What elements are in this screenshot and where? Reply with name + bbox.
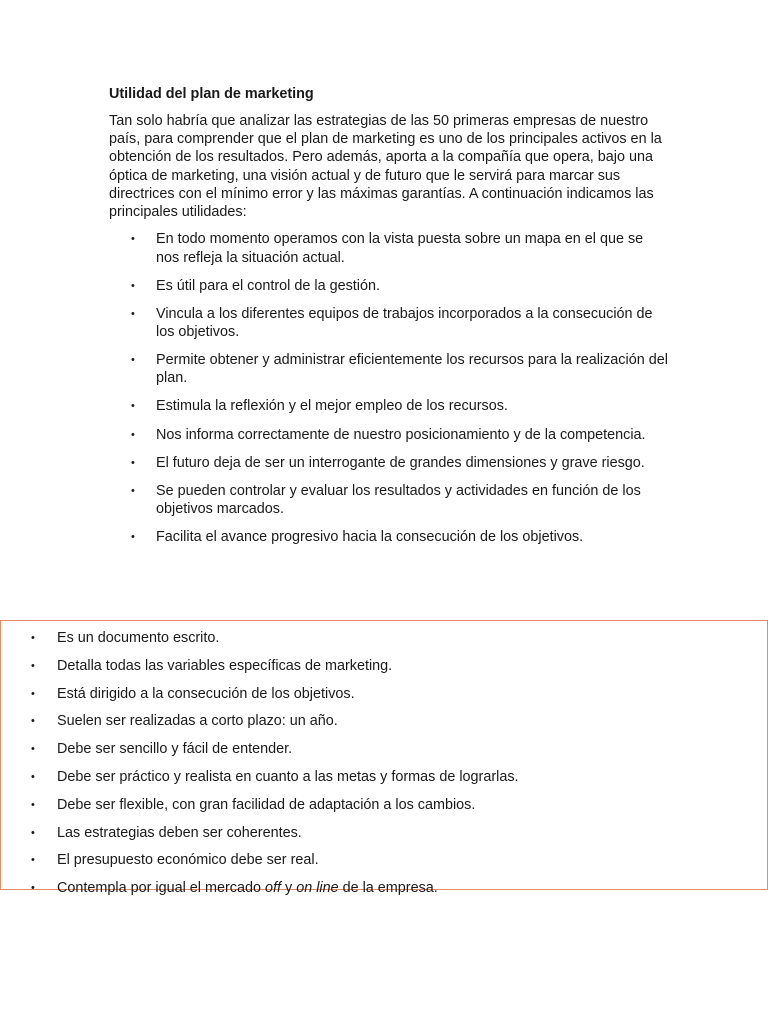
utility-item-text: Estimula la reflexión y el mejor empleo de los recursos. bbox=[156, 398, 508, 415]
intro-paragraph: Tan solo habría que analizar las estrategias de las 50 primeras empresas de nuestro país, para comprender que el plan de marketing es uno de los principales activos en la obtención de los resultados. Pero además, aporta a la compañía que opera, bajo una óptica de marketing, una visión actual y de futuro que le servirá para marcar sus directrices con el mínimo error y las máximas garantías. A continuación indicamos las principales utilidades: bbox=[109, 113, 662, 221]
utility-item bbox=[109, 305, 669, 342]
bullet-icon: • bbox=[131, 456, 135, 469]
characteristic-last-suffix: de la empresa. bbox=[338, 880, 438, 897]
bullet-icon: • bbox=[31, 770, 35, 783]
characteristic-last-prefix: Contempla por igual el mercado bbox=[57, 880, 265, 897]
characteristic-item bbox=[1, 879, 767, 897]
utility-item bbox=[109, 351, 669, 388]
characteristic-item-text: Detalla todas las variables específicas de marketing. bbox=[57, 657, 393, 674]
utility-item bbox=[109, 426, 669, 444]
bullet-icon: • bbox=[31, 798, 35, 811]
utilities-list bbox=[109, 230, 669, 546]
bullet-icon: • bbox=[131, 307, 135, 320]
utility-item bbox=[109, 397, 669, 415]
utility-item-text: En todo momento operamos con la vista puesta sobre un mapa en el que se nos refleja la situación actual. bbox=[156, 231, 644, 266]
characteristics-box bbox=[0, 620, 768, 897]
utility-item-text: Permite obtener y administrar eficientemente los recursos para la realización del plan. bbox=[156, 352, 668, 387]
bullet-icon: • bbox=[31, 854, 35, 867]
marketing-utility-section bbox=[109, 84, 669, 556]
characteristic-last-italic2: on line bbox=[296, 880, 339, 897]
utility-item bbox=[109, 454, 669, 472]
characteristic-item bbox=[1, 796, 767, 814]
characteristic-item-text: Debe ser flexible, con gran facilidad de adaptación a los cambios. bbox=[57, 796, 476, 813]
utility-item bbox=[109, 528, 669, 546]
characteristic-item bbox=[1, 712, 767, 730]
characteristic-last-mid: y bbox=[280, 880, 297, 897]
bullet-icon: • bbox=[31, 826, 35, 839]
bullet-icon: • bbox=[31, 659, 35, 672]
bullet-icon: • bbox=[131, 484, 135, 497]
utility-item-text: Se pueden controlar y evaluar los resultados y actividades en función de los objetivos marcados. bbox=[156, 482, 641, 518]
utility-item bbox=[109, 230, 669, 267]
characteristic-item-text: Debe ser sencillo y fácil de entender. bbox=[57, 741, 293, 758]
bullet-icon: • bbox=[31, 715, 35, 728]
characteristic-item bbox=[1, 685, 767, 703]
bullet-icon: • bbox=[31, 882, 35, 895]
bullet-icon: • bbox=[31, 743, 35, 756]
utility-item-text: Es útil para el control de la gestión. bbox=[156, 277, 380, 294]
characteristic-item bbox=[1, 824, 767, 842]
characteristic-item bbox=[1, 851, 767, 869]
bullet-icon: • bbox=[131, 531, 135, 544]
bullet-icon: • bbox=[131, 279, 135, 292]
characteristics-list bbox=[1, 629, 767, 907]
utility-item bbox=[109, 482, 669, 519]
characteristic-item-text: Es un documento escrito. bbox=[57, 630, 220, 646]
characteristic-item bbox=[1, 768, 767, 786]
characteristic-item bbox=[1, 657, 767, 675]
utility-item-text: Facilita el avance progresivo hacia la consecución de los objetivos. bbox=[156, 529, 584, 546]
bullet-icon: • bbox=[31, 632, 35, 644]
bullet-icon: • bbox=[131, 400, 135, 413]
bullet-icon: • bbox=[131, 354, 135, 367]
bullet-icon: • bbox=[131, 233, 135, 246]
characteristic-item bbox=[1, 740, 767, 758]
characteristic-last-italic1: off bbox=[264, 880, 281, 897]
utility-item-text: El futuro deja de ser un interrogante de grandes dimensiones y grave riesgo. bbox=[156, 454, 645, 471]
bullet-icon: • bbox=[31, 687, 35, 700]
utility-item-text: Vincula a los diferentes equipos de trabajos incorporados a la consecución de los objetivos. bbox=[156, 305, 653, 340]
characteristic-item-text: Debe ser práctico y realista en cuanto a las metas y formas de lograrlas. bbox=[57, 768, 519, 785]
characteristic-item-text: Las estrategias deben ser coherentes. bbox=[57, 824, 302, 841]
characteristic-item bbox=[1, 629, 767, 647]
utility-item-text: Nos informa correctamente de nuestro posicionamiento y de la competencia. bbox=[156, 426, 646, 443]
characteristic-item-text: Suelen ser realizadas a corto plazo: un año. bbox=[57, 713, 338, 730]
characteristic-item-text: Está dirigido a la consecución de los objetivos. bbox=[57, 685, 355, 702]
utility-item bbox=[109, 277, 669, 295]
bullet-icon: • bbox=[131, 428, 135, 441]
characteristic-item-text: El presupuesto económico debe ser real. bbox=[57, 852, 319, 869]
section-title: Utilidad del plan de marketing bbox=[109, 86, 314, 102]
